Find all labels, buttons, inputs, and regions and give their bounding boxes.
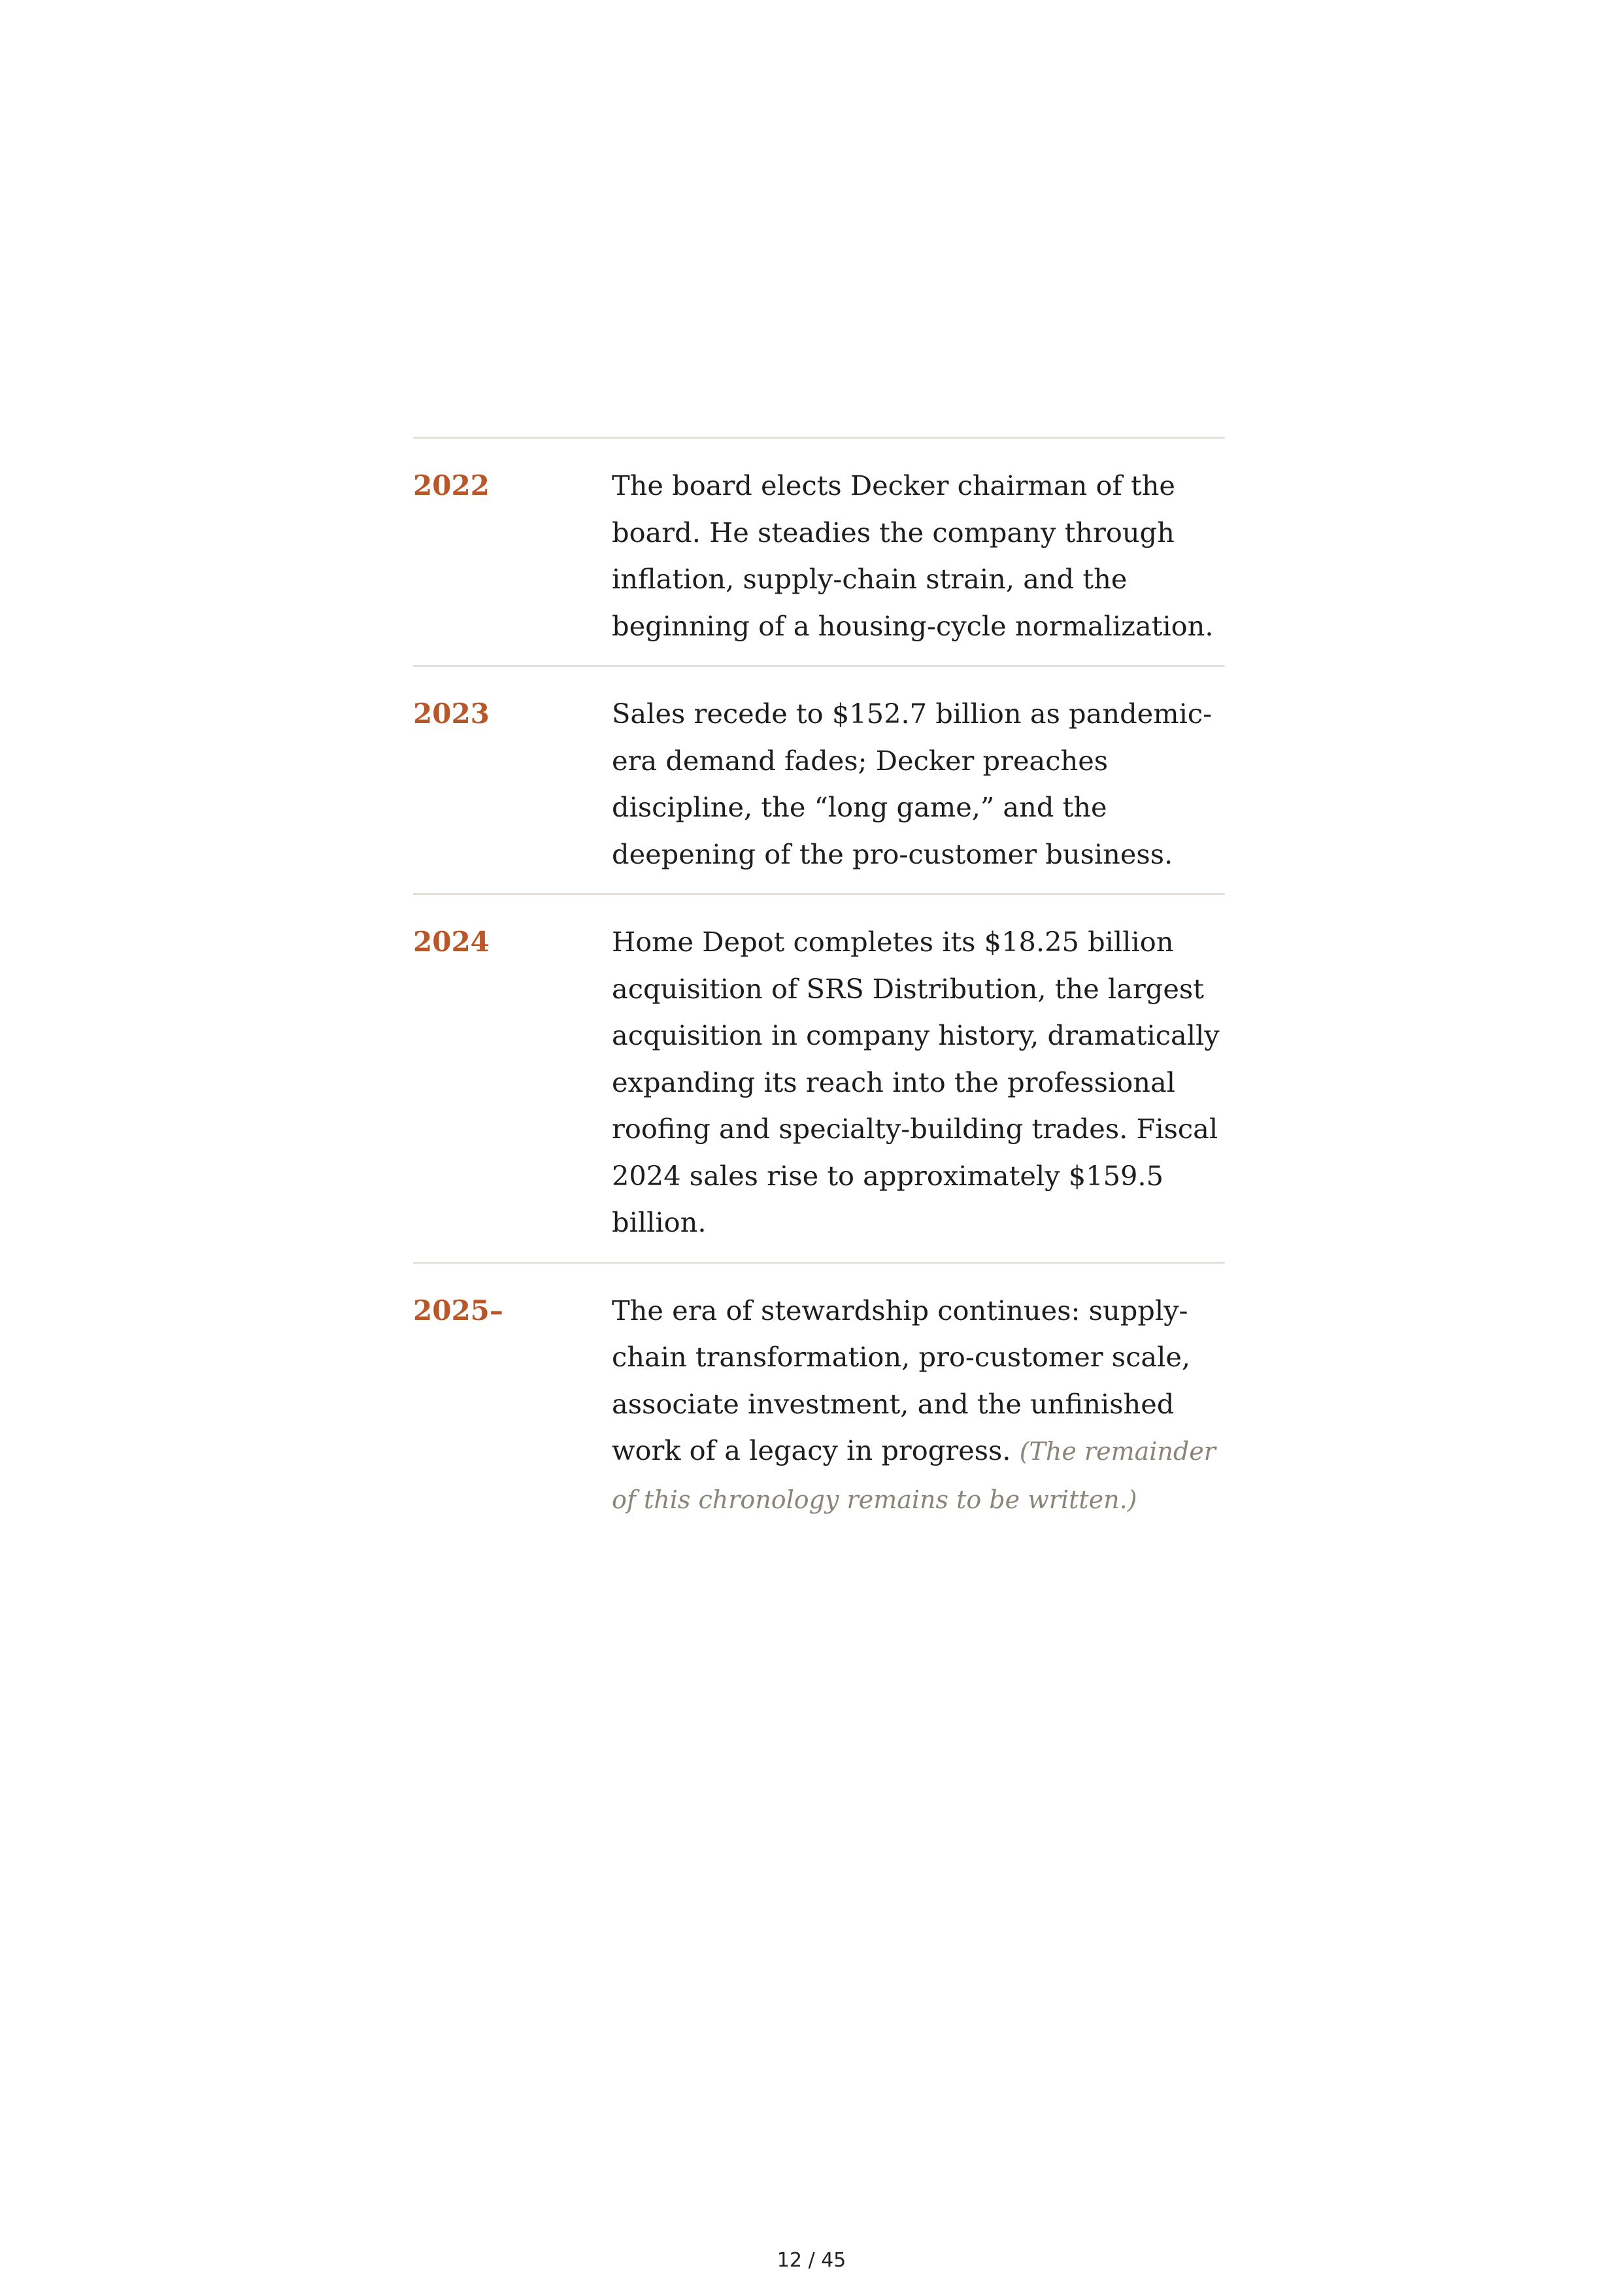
- timeline-year: 2025–: [413, 1294, 503, 1326]
- timeline-description: Sales recede to $152.7 billion as pandemic-era demand fades; Decker preaches discipline, the “long game,” and the deepening of the pro-customer business.: [612, 698, 1213, 870]
- timeline-entry-2024: [413, 895, 1225, 1264]
- editorial-note: (The remainder of this chronology remains to be written.): [612, 1437, 1216, 1514]
- timeline-entry-2025: [413, 1264, 1225, 1540]
- chronology-timeline: [413, 437, 1225, 1539]
- timeline-description: The board elects Decker chairman of the board. He steadies the company through inflation, supply-chain strain, and the beginning of a housing-cycle normalization.: [612, 469, 1214, 642]
- timeline-year: 2022: [413, 469, 490, 501]
- page-number: 12 / 45: [777, 2249, 846, 2272]
- timeline-description-text: The era of stewardship continues: supply-chain transformation, pro-customer scale, associate investment, and the unfinished work of a legacy in progress.: [612, 1294, 1191, 1466]
- timeline-description: [612, 1287, 1225, 1524]
- timeline-entry-2023: [413, 667, 1225, 895]
- timeline-year: 2024: [413, 926, 490, 958]
- timeline-entry-2022: [413, 439, 1225, 667]
- timeline-description: Home Depot completes its $18.25 billion acquisition of SRS Distribution, the largest acquisition in company history, dramatically expanding its reach into the professional roofing and specialty-building trades. Fiscal 2024 sales rise to approximately $159.5 billion.: [612, 926, 1220, 1238]
- timeline-year: 2023: [413, 698, 490, 730]
